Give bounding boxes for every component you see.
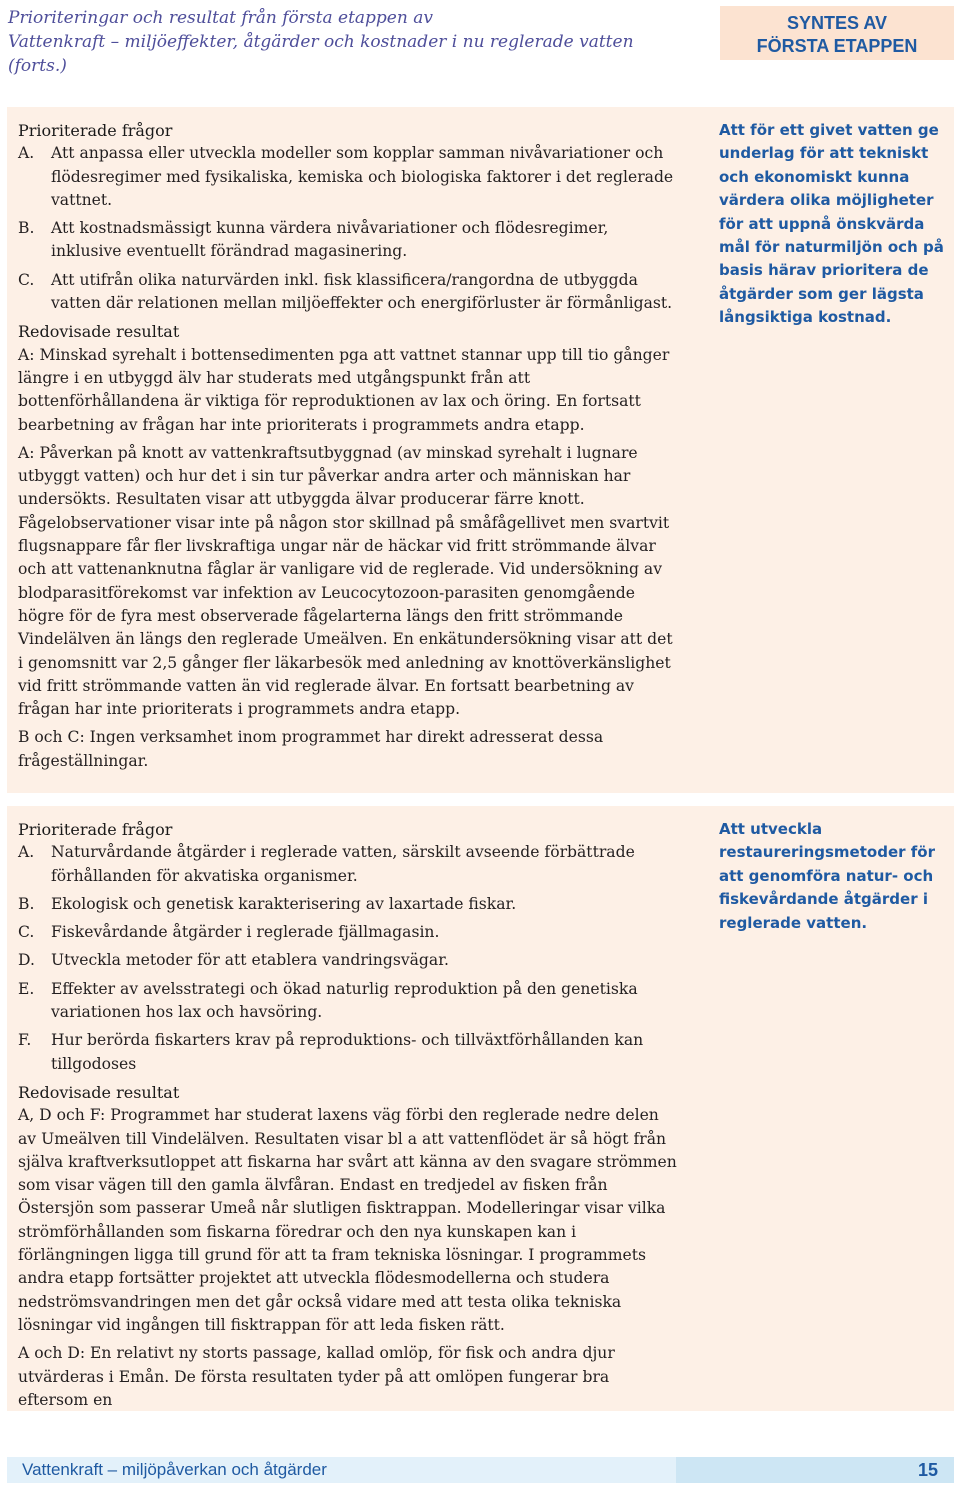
section-1-item-c: C. Att utifrån olika naturvärden inkl. fisk klassificera/rangordna de utbyggda vatten där relationen mellan miljöeffekter och energiförluster är förmånligast. — [18, 270, 673, 313]
section-1-item-a: A. Att anpassa eller utveckla modeller som kopplar samman nivåvariationer och flödesregimer med fysikaliska, kemiska och biologiska faktorer i det reglerade vattnet. — [18, 144, 674, 209]
section-1-heading: Prioriterade frågor — [18, 121, 173, 140]
page-number: 15 — [676, 1457, 954, 1483]
section-2-item-e: E. Effekter av avelsstrategi och ökad naturlig reproduktion på den genetiska variationen hos lax och havsöring. — [18, 979, 638, 1022]
synthesis-badge — [720, 6, 954, 60]
section-2-result-2: A och D: En relativt ny storts passage, kallad omlöp, för fisk och andra djur utvärderas i Emån. De första resultaten tyder på att omlöpen fungerar bra eftersom en — [18, 1344, 615, 1409]
page-header-title — [8, 6, 688, 78]
section-2-item-f: F. Hur berörda fiskarters krav på reproduktions- och tillväxtförhållanden kan tillgodoses — [18, 1031, 644, 1073]
section-1-result-2: A: Påverkan på knott av vattenkraftsutbyggnad (av minskad syrehalt i lugnare utbyggt vatten) och hur det i sin tur påverkar andra arter och människan har undersökts. Resultaten visar att utbyggda älvar producerar färre knott. Fågelobservationer visar inte på någon stor skillnad på småfågellivet men svartvit flugsnappare får fler livskraftiga ungar när de häckar vid fritt strömmande älvar och att vattenanknutna fåglar är vanligare vid de reglerade. Vid undersökning av blodparasitförekomst var infektion av Leucocytozoon-parasiten genomgående högre för de fyra mest observerade fågelarterna längs den fritt strömmande Vindelälven än längs den reglerade Umeälven. En enkätundersökning visar att det i genomsnitt var 2,5 gånger fler läkarbesök med anledning av knottöverkänslighet vid fritt strömmande vatten än vid reglerade älvar. En fortsatt bearbetning av frågan har inte prioriterats i programmets andra etapp. — [18, 443, 673, 719]
section-2-item-b: B. Ekologisk och genetisk karakterisering av laxartade fiskar. — [18, 894, 517, 913]
section-2-sidebar: Att utveckla restaureringsmetoder för att genomföra natur- och fiskevårdande åtgärder i reglerade vatten. — [719, 820, 935, 932]
section-2-item-c: C. Fiskevårdande åtgärder i reglerade fjällmagasin. — [18, 923, 440, 942]
section-1-sidebar: Att för ett givet vatten ge underlag för att tekniskt och ekonomiskt kunna värdera olika möjligheter för att uppnå önskvärda mål för naturmiljön och på basis härav prioritera de åtgärder som ger lägsta långsiktiga kostnad. — [719, 121, 944, 327]
section-2-item-d: D. Utveckla metoder för att etablera vandringsvägar. — [18, 951, 449, 970]
section-2-result-1: A, D och F: Programmet har studerat laxens väg förbi den reglerade nedre delen av Umeälven till Vindelälven. Resultaten visar bl a att vattenflödet är så högt från själva kraftverksutloppet att fiskarna har svårt att känna av den svagare strömmen som visar vägen till den gamla älvfåran. Endast en tredjedel av fisken från Östersjön som passerar Umeå når slutligen fisktrappan. Modelleringar visar vilka strömförhållanden som fiskarna föredrar och den nya kunskapen kan i förlängningen ligga till grund för att ta fram tekniska lösningar. I programmets andra etapp fortsätter projektet att utveckla flödesmodellerna och studera nedströmsvandringen men det går också vidare med att testa olika tekniska lösningar vid ingången till fisktrappan för att leda fisken rätt. — [18, 1106, 677, 1334]
section-1-item-b: B. Att kostnadsmässigt kunna värdera nivåvariationer och flödesregimer, inklusive eventuellt förändrad magasinering. — [18, 219, 609, 261]
section-1-result-3: B och C: Ingen verksamhet inom programmet har direkt adresserat dessa frågeställningar. — [18, 728, 604, 770]
badge-line2: FÖRSTA ETAPPEN — [756, 36, 918, 56]
header-title-line1: Prioriteringar och resultat från första etappen av — [8, 8, 433, 28]
section-2-main — [18, 818, 678, 1417]
section-2-heading: Prioriterade frågor — [18, 820, 173, 839]
section-1-result-1: A: Minskad syrehalt i bottensedimenten pga att vattnet stannar upp till tio gånger längre i en utbyggd älv har studerats med utgångspunkt från att bottenförhållandena är viktiga för reproduktionen av lax och öring. En fortsatt bearbetning av frågan har inte prioriterats i programmets andra etapp. — [18, 345, 670, 434]
badge-line1: SYNTES AV — [786, 13, 888, 33]
section-1-results-heading: Redovisade resultat — [18, 322, 180, 342]
section-2 — [7, 806, 954, 1411]
section-1-main — [18, 119, 678, 778]
section-2-item-a: A. Naturvårdande åtgärder i reglerade vatten, särskilt avseende förbättrade förhållanden för akvatiska organismer. — [18, 843, 635, 885]
section-2-results-heading: Redovisade resultat — [18, 1082, 180, 1102]
header-title-line2: Vattenkraft – miljöeffekter, åtgärder och kostnader i nu reglerade vatten (forts.) — [8, 32, 634, 76]
footer-title: Vattenkraft – miljöpåverkan och åtgärder — [22, 1460, 327, 1479]
section-1 — [7, 107, 954, 793]
